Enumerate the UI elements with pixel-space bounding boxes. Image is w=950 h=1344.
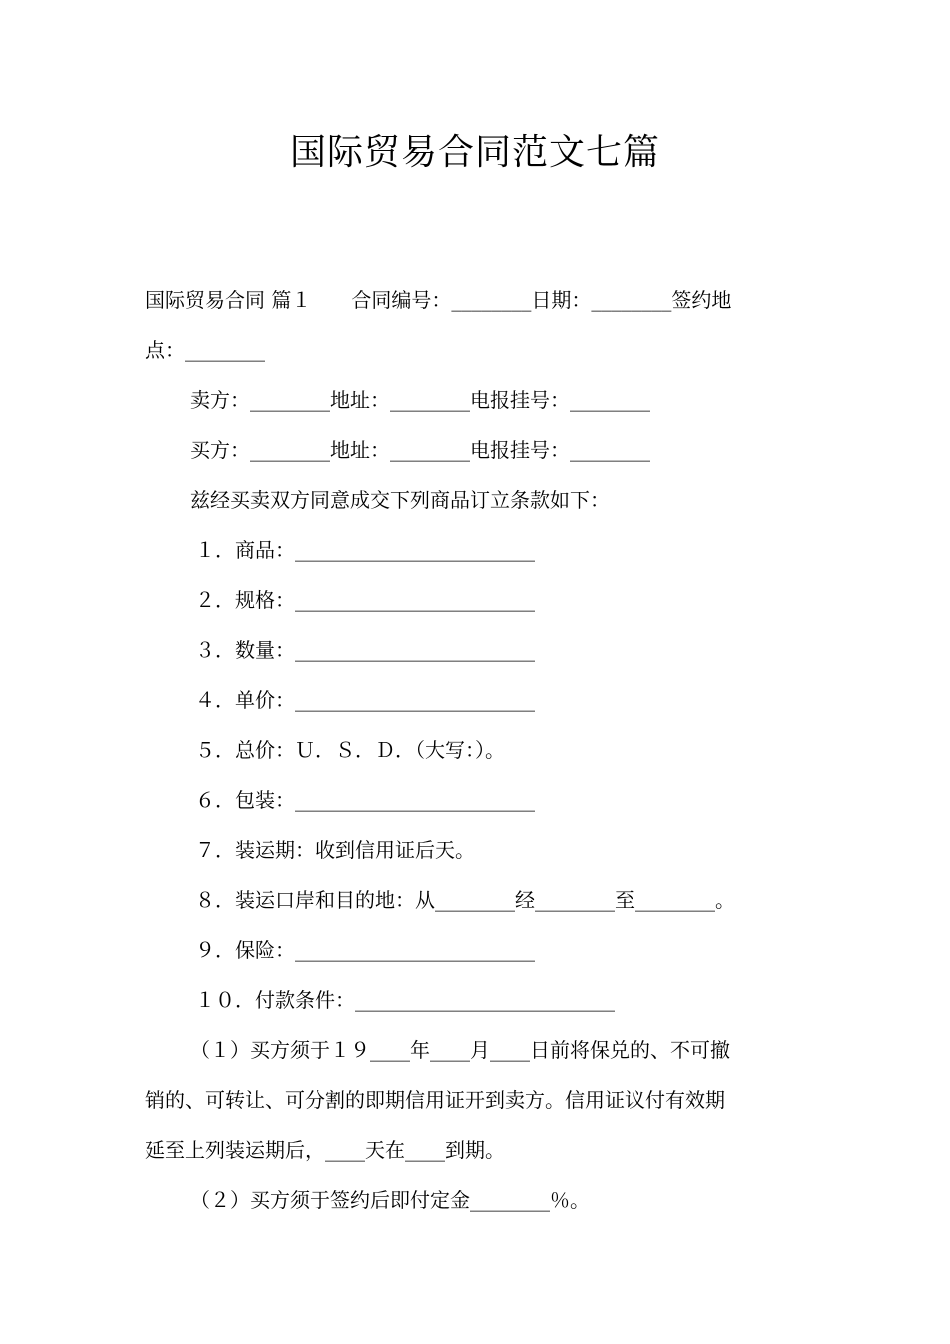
- payment-item-1-line-1: （１）买方须于１９____年____月____日前将保兑的、不可撤: [190, 1038, 730, 1062]
- payment-item-1-line-2: 销的、可转让、可分割的即期信用证开到卖方。信用证议付有效期: [145, 1088, 725, 1112]
- signing-place-line: 点：________: [145, 338, 265, 362]
- clause-quantity: ３．数量：________________________: [195, 638, 535, 662]
- document-title: 国际贸易合同范文七篇: [289, 132, 660, 173]
- clause-shipment-time: ７．装运期：收到信用证后天。: [195, 838, 475, 862]
- payment-item-1-line-3: 延至上列装运期后，____天在____到期。: [145, 1138, 505, 1162]
- clause-goods: １．商品：________________________: [195, 538, 535, 562]
- payment-item-2: （２）买方须于签约后即付定金________％。: [190, 1188, 590, 1212]
- contract-header-line: 国际贸易合同 篇１ 合同编号：________日期：________签约地: [145, 288, 732, 312]
- clause-ports: ８．装运口岸和目的地：从________经________至________。: [195, 888, 735, 912]
- clause-packing: ６．包装：________________________: [195, 788, 535, 812]
- seller-line: 卖方：________地址：________电报挂号：________: [190, 388, 650, 412]
- clause-unit-price: ４．单价：________________________: [195, 688, 535, 712]
- clause-total-price: ５．总价：Ｕ．Ｓ．Ｄ．（大写：）。: [195, 738, 505, 762]
- buyer-line: 买方：________地址：________电报挂号：________: [190, 438, 650, 462]
- clause-payment-terms: １０．付款条件：__________________________: [195, 988, 615, 1012]
- clause-insurance: ９．保险：________________________: [195, 938, 535, 962]
- clause-specification: ２．规格：________________________: [195, 588, 535, 612]
- agreement-intro: 兹经买卖双方同意成交下列商品订立条款如下：: [190, 488, 610, 512]
